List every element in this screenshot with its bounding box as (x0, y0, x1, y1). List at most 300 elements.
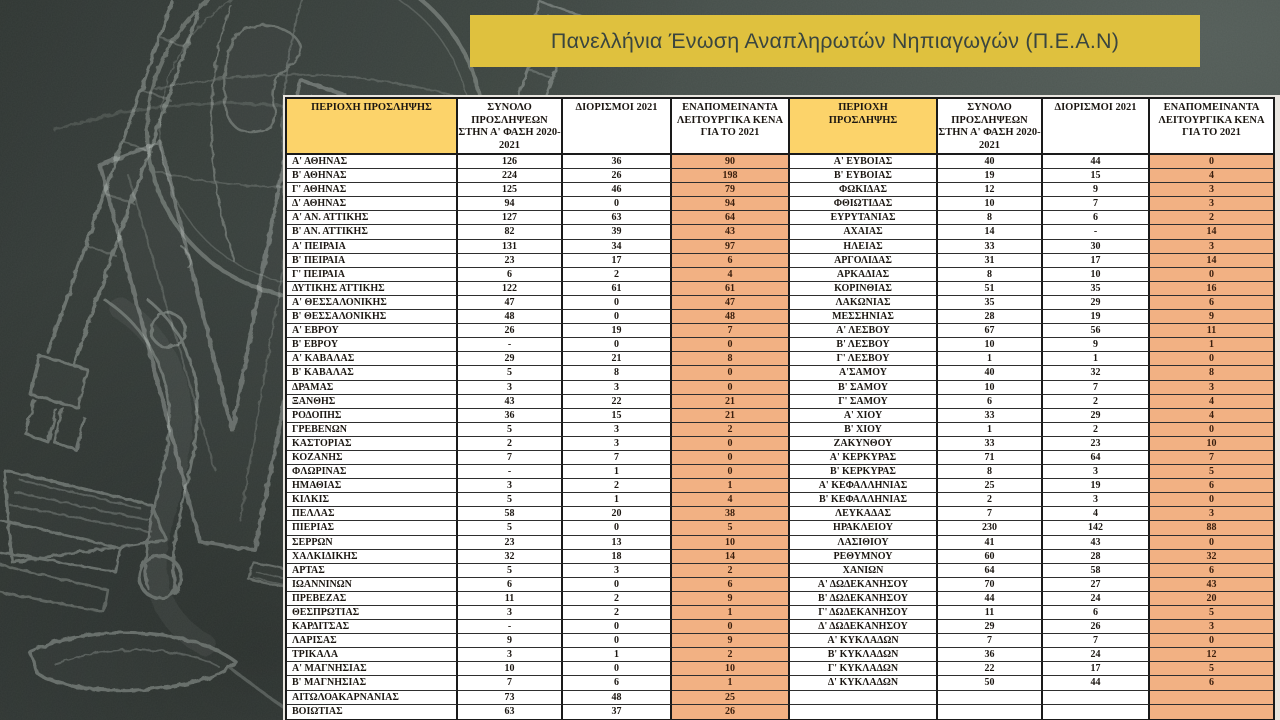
value-cell: 125 (458, 183, 563, 197)
value-cell: 7 (1043, 381, 1150, 395)
region-cell: Γ' ΛΕΣΒΟΥ (790, 352, 938, 366)
value-cell: 3 (1150, 381, 1273, 395)
table-row (287, 691, 1273, 705)
region-cell: ΔΡΑΜΑΣ (287, 381, 458, 395)
value-cell: 10 (1043, 268, 1150, 282)
table-row (287, 225, 1273, 239)
region-cell: Δ' ΑΘΗΝΑΣ (287, 197, 458, 211)
value-cell: 2 (1043, 423, 1150, 437)
value-cell: 15 (563, 409, 672, 423)
value-cell: 0 (563, 521, 672, 535)
region-cell: Α' ΑΝ. ΑΤΤΙΚΗΣ (287, 211, 458, 225)
region-cell: ΠΙΕΡΙΑΣ (287, 521, 458, 535)
value-cell: 127 (458, 211, 563, 225)
value-cell: 23 (458, 254, 563, 268)
region-cell: ΣΕΡΡΩΝ (287, 536, 458, 550)
value-cell: 35 (938, 296, 1043, 310)
region-cell: Α'ΣΑΜΟΥ (790, 366, 938, 380)
value-cell: 82 (458, 225, 563, 239)
value-cell: 12 (938, 183, 1043, 197)
value-cell: 20 (1150, 592, 1273, 606)
value-cell: 0 (563, 578, 672, 592)
value-cell: 48 (672, 310, 790, 324)
region-cell: Β' ΣΑΜΟΥ (790, 381, 938, 395)
value-cell: 8 (938, 211, 1043, 225)
value-cell: 7 (938, 634, 1043, 648)
region-cell: Γ' ΠΕΙΡΑΙΑ (287, 268, 458, 282)
value-cell: 36 (563, 155, 672, 169)
region-cell: Α' ΛΕΣΒΟΥ (790, 324, 938, 338)
table-row (287, 169, 1273, 183)
value-cell: 3 (1043, 465, 1150, 479)
value-cell: 2 (1043, 395, 1150, 409)
value-cell: 1 (1043, 352, 1150, 366)
value-cell: 0 (1150, 423, 1273, 437)
value-cell: 70 (938, 578, 1043, 592)
header-total-left: ΣΥΝΟΛΟ ΠΡΟΣΛΗΨΕΩΝ ΣΤΗΝ Α' ΦΑΣΗ 2020-2021 (458, 99, 563, 155)
value-cell: 1 (672, 479, 790, 493)
region-cell: ΑΡΓΟΛΙΔΑΣ (790, 254, 938, 268)
value-cell: 13 (563, 536, 672, 550)
region-cell: Β' ΘΕΣΣΑΛΟΝΙΚΗΣ (287, 310, 458, 324)
value-cell: 3 (458, 479, 563, 493)
value-cell: - (1043, 225, 1150, 239)
region-cell: Α' ΑΘΗΝΑΣ (287, 155, 458, 169)
table-row (287, 310, 1273, 324)
value-cell: 1 (938, 352, 1043, 366)
region-cell: ΛΑΚΩΝΙΑΣ (790, 296, 938, 310)
value-cell: 0 (1150, 536, 1273, 550)
value-cell: 7 (563, 451, 672, 465)
table-row (287, 268, 1273, 282)
value-cell: 61 (672, 282, 790, 296)
value-cell: 3 (1150, 620, 1273, 634)
value-cell: 29 (1043, 296, 1150, 310)
value-cell: 38 (672, 507, 790, 521)
value-cell: 6 (458, 578, 563, 592)
value-cell: 0 (672, 451, 790, 465)
region-cell: ΦΛΩΡΙΝΑΣ (287, 465, 458, 479)
region-cell: Α' ΚΕΦΑΛΛΗΝΙΑΣ (790, 479, 938, 493)
value-cell: 20 (563, 507, 672, 521)
region-cell: ΧΑΛΚΙΔΙΚΗΣ (287, 550, 458, 564)
value-cell: 4 (672, 268, 790, 282)
table-row (287, 183, 1273, 197)
value-cell (938, 691, 1043, 705)
region-cell: ΚΑΣΤΟΡΙΑΣ (287, 437, 458, 451)
value-cell: 11 (1150, 324, 1273, 338)
value-cell: 1 (672, 676, 790, 690)
table-row (287, 197, 1273, 211)
value-cell: 8 (938, 465, 1043, 479)
value-cell: 1 (563, 465, 672, 479)
value-cell: 0 (1150, 352, 1273, 366)
value-cell: 7 (458, 451, 563, 465)
value-cell: 5 (1150, 662, 1273, 676)
value-cell: 6 (458, 268, 563, 282)
value-cell: 5 (458, 521, 563, 535)
value-cell: 14 (1150, 254, 1273, 268)
value-cell: 17 (1043, 254, 1150, 268)
region-cell: Α' ΔΩΔΕΚΑΝΗΣΟΥ (790, 578, 938, 592)
region-cell: ΖΑΚΥΝΘΟΥ (790, 437, 938, 451)
region-cell: ΧΑΝΙΩΝ (790, 564, 938, 578)
value-cell: 9 (1043, 183, 1150, 197)
region-cell: Β' ΛΕΣΒΟΥ (790, 338, 938, 352)
value-cell: 47 (672, 296, 790, 310)
value-cell: 94 (672, 197, 790, 211)
value-cell: 21 (672, 395, 790, 409)
value-cell: 61 (563, 282, 672, 296)
region-cell: ΦΩΚΙΔΑΣ (790, 183, 938, 197)
value-cell: 5 (458, 366, 563, 380)
value-cell: 0 (563, 634, 672, 648)
table-row (287, 352, 1273, 366)
table-row (287, 282, 1273, 296)
value-cell (938, 705, 1043, 719)
value-cell: 63 (563, 211, 672, 225)
region-cell: Α' ΧΙΟΥ (790, 409, 938, 423)
value-cell: 29 (938, 620, 1043, 634)
value-cell: 126 (458, 155, 563, 169)
value-cell: 44 (1043, 155, 1150, 169)
value-cell: 19 (563, 324, 672, 338)
value-cell: 0 (672, 465, 790, 479)
value-cell: 10 (458, 662, 563, 676)
value-cell: 26 (458, 324, 563, 338)
value-cell: 25 (672, 691, 790, 705)
value-cell: 6 (1150, 676, 1273, 690)
value-cell: 10 (938, 381, 1043, 395)
value-cell: 36 (938, 648, 1043, 662)
value-cell: 39 (563, 225, 672, 239)
value-cell: 6 (1150, 296, 1273, 310)
value-cell: 94 (458, 197, 563, 211)
value-cell: - (458, 620, 563, 634)
region-cell: Β' ΧΙΟΥ (790, 423, 938, 437)
value-cell: 122 (458, 282, 563, 296)
value-cell: 40 (938, 155, 1043, 169)
value-cell: 32 (1150, 550, 1273, 564)
value-cell: 8 (563, 366, 672, 380)
value-cell: 198 (672, 169, 790, 183)
value-cell: 1 (672, 606, 790, 620)
value-cell: 10 (672, 536, 790, 550)
value-cell: 6 (1150, 564, 1273, 578)
value-cell (1043, 691, 1150, 705)
value-cell: 27 (1043, 578, 1150, 592)
value-cell: 51 (938, 282, 1043, 296)
value-cell: 25 (938, 479, 1043, 493)
region-cell: Β' ΕΒΡΟΥ (287, 338, 458, 352)
value-cell: 142 (1043, 521, 1150, 535)
value-cell: 2 (563, 479, 672, 493)
title-banner (470, 15, 1200, 67)
value-cell: 6 (563, 676, 672, 690)
value-cell: 17 (563, 254, 672, 268)
region-cell (790, 691, 938, 705)
value-cell: 40 (938, 366, 1043, 380)
value-cell: 0 (672, 381, 790, 395)
value-cell: 2 (563, 268, 672, 282)
value-cell: 1 (563, 648, 672, 662)
region-cell: Α' ΕΥΒΟΙΑΣ (790, 155, 938, 169)
value-cell: 22 (563, 395, 672, 409)
table-row (287, 338, 1273, 352)
value-cell: 0 (672, 338, 790, 352)
region-cell: Γ' ΔΩΔΕΚΑΝΗΣΟΥ (790, 606, 938, 620)
value-cell: 6 (1043, 606, 1150, 620)
value-cell: 5 (458, 493, 563, 507)
value-cell: 37 (563, 705, 672, 719)
value-cell: 6 (1150, 479, 1273, 493)
region-cell: ΗΛΕΙΑΣ (790, 240, 938, 254)
table-row (287, 676, 1273, 690)
value-cell: - (458, 338, 563, 352)
region-cell: Β' ΑΘΗΝΑΣ (287, 169, 458, 183)
value-cell: 6 (672, 254, 790, 268)
value-cell: 24 (1043, 592, 1150, 606)
table-row (287, 254, 1273, 268)
value-cell: 97 (672, 240, 790, 254)
header-appointments-right: ΔΙΟΡΙΣΜΟΙ 2021 (1043, 99, 1150, 155)
value-cell (1150, 691, 1273, 705)
value-cell: 11 (458, 592, 563, 606)
value-cell: 3 (458, 381, 563, 395)
value-cell: 50 (938, 676, 1043, 690)
value-cell: 1 (563, 493, 672, 507)
table-header-row (287, 99, 1273, 155)
region-cell: ΚΙΛΚΙΣ (287, 493, 458, 507)
value-cell: 44 (1043, 676, 1150, 690)
region-cell: ΡΕΘΥΜΝΟΥ (790, 550, 938, 564)
value-cell: 29 (1043, 409, 1150, 423)
value-cell: 63 (458, 705, 563, 719)
value-cell: 3 (563, 381, 672, 395)
header-remaining-right: ΕΝΑΠΟΜΕΙΝΑΝΤΑ ΛΕΙΤΟΥΡΓΙΚΑ ΚΕΝΑ ΓΙΑ ΤΟ 2021 (1150, 99, 1273, 155)
value-cell: 4 (1150, 409, 1273, 423)
value-cell: 2 (563, 592, 672, 606)
value-cell: 0 (1150, 634, 1273, 648)
value-cell: 35 (1043, 282, 1150, 296)
value-cell: 3 (563, 564, 672, 578)
table-row (287, 521, 1273, 535)
value-cell: 88 (1150, 521, 1273, 535)
value-cell: 6 (1043, 211, 1150, 225)
value-cell: 36 (458, 409, 563, 423)
header-region-left: ΠΕΡΙΟΧΗ ΠΡΟΣΛΗΨΗΣ (287, 99, 458, 155)
table-row (287, 662, 1273, 676)
table-row (287, 381, 1273, 395)
value-cell: 2 (672, 564, 790, 578)
table-row (287, 550, 1273, 564)
value-cell: 5 (672, 521, 790, 535)
value-cell: 28 (938, 310, 1043, 324)
value-cell: 3 (1043, 493, 1150, 507)
region-cell: ΛΑΣΙΘΙΟΥ (790, 536, 938, 550)
value-cell: 3 (458, 606, 563, 620)
value-cell (1150, 705, 1273, 719)
value-cell: 26 (672, 705, 790, 719)
table-row (287, 366, 1273, 380)
value-cell: 43 (1150, 578, 1273, 592)
page-title: Πανελλήνια Ένωση Αναπληρωτών Νηπιαγωγών (Π.Ε.Α.Ν) (550, 28, 1120, 53)
value-cell: 4 (1150, 169, 1273, 183)
region-cell: Α' ΜΑΓΝΗΣΙΑΣ (287, 662, 458, 676)
value-cell: 6 (672, 578, 790, 592)
region-cell: Α' ΚΕΡΚΥΡΑΣ (790, 451, 938, 465)
region-cell: Β' ΚΕΦΑΛΛΗΝΙΑΣ (790, 493, 938, 507)
value-cell: - (458, 465, 563, 479)
value-cell: 7 (672, 324, 790, 338)
region-cell: Β' ΕΥΒΟΙΑΣ (790, 169, 938, 183)
header-total-right: ΣΥΝΟΛΟ ΠΡΟΣΛΗΨΕΩΝ ΣΤΗΝ Α' ΦΑΣΗ 2020-2021 (938, 99, 1043, 155)
table-row (287, 211, 1273, 225)
table-row (287, 592, 1273, 606)
value-cell: 0 (563, 197, 672, 211)
value-cell: 9 (1150, 310, 1273, 324)
value-cell: 23 (458, 536, 563, 550)
value-cell: 32 (458, 550, 563, 564)
value-cell: 0 (563, 662, 672, 676)
value-cell: 9 (1043, 338, 1150, 352)
value-cell: 11 (938, 606, 1043, 620)
table-row (287, 409, 1273, 423)
value-cell: 22 (938, 662, 1043, 676)
value-cell: 48 (458, 310, 563, 324)
value-cell: 19 (1043, 479, 1150, 493)
value-cell: 230 (938, 521, 1043, 535)
region-cell: Β' ΚΥΚΛΑΔΩΝ (790, 648, 938, 662)
value-cell: 43 (672, 225, 790, 239)
value-cell: 10 (938, 338, 1043, 352)
value-cell: 46 (563, 183, 672, 197)
region-cell: Γ' ΣΑΜΟΥ (790, 395, 938, 409)
value-cell: 56 (1043, 324, 1150, 338)
region-cell: ΡΟΔΟΠΗΣ (287, 409, 458, 423)
value-cell: 8 (938, 268, 1043, 282)
value-cell: 44 (938, 592, 1043, 606)
value-cell: 14 (672, 550, 790, 564)
value-cell: 2 (1150, 211, 1273, 225)
region-cell: Γ' ΑΘΗΝΑΣ (287, 183, 458, 197)
value-cell: 4 (672, 493, 790, 507)
table-row (287, 451, 1273, 465)
value-cell: 79 (672, 183, 790, 197)
value-cell: 3 (1150, 507, 1273, 521)
region-cell: ΤΡΙΚΑΛΑ (287, 648, 458, 662)
value-cell: 3 (1150, 240, 1273, 254)
header-appointments-left: ΔΙΟΡΙΣΜΟΙ 2021 (563, 99, 672, 155)
value-cell: 12 (1150, 648, 1273, 662)
value-cell: 9 (672, 634, 790, 648)
value-cell: 17 (1043, 662, 1150, 676)
header-region-right: ΠΕΡΙΟΧΗ ΠΡΟΣΛΗΨΗΣ (790, 99, 938, 155)
region-cell: Β' ΠΕΙΡΑΙΑ (287, 254, 458, 268)
value-cell: 28 (1043, 550, 1150, 564)
value-cell: 1 (938, 423, 1043, 437)
region-cell: ΜΕΣΣΗΝΙΑΣ (790, 310, 938, 324)
value-cell: 0 (563, 310, 672, 324)
value-cell: 0 (563, 338, 672, 352)
value-cell: 2 (672, 423, 790, 437)
region-cell: ΠΕΛΛΑΣ (287, 507, 458, 521)
table-row (287, 423, 1273, 437)
value-cell: 14 (1150, 225, 1273, 239)
value-cell: 5 (1150, 606, 1273, 620)
value-cell: 23 (1043, 437, 1150, 451)
region-cell: ΞΑΝΘΗΣ (287, 395, 458, 409)
value-cell: 48 (563, 691, 672, 705)
value-cell: 7 (458, 676, 563, 690)
header-remaining-left: ΕΝΑΠΟΜΕΙΝΑΝΤΑ ΛΕΙΤΟΥΡΓΙΚΑ ΚΕΝΑ ΓΙΑ ΤΟ 2021 (672, 99, 790, 155)
value-cell: 224 (458, 169, 563, 183)
value-cell: 2 (563, 606, 672, 620)
value-cell: 8 (672, 352, 790, 366)
region-cell: Β' ΚΑΒΑΛΑΣ (287, 366, 458, 380)
value-cell: 33 (938, 240, 1043, 254)
value-cell: 10 (938, 197, 1043, 211)
value-cell: 58 (458, 507, 563, 521)
table-row (287, 479, 1273, 493)
value-cell: 31 (938, 254, 1043, 268)
value-cell: 0 (563, 620, 672, 634)
value-cell: 5 (458, 423, 563, 437)
region-cell: ΚΟΖΑΝΗΣ (287, 451, 458, 465)
value-cell: 3 (458, 648, 563, 662)
value-cell: 0 (1150, 493, 1273, 507)
region-cell: Α' ΕΒΡΟΥ (287, 324, 458, 338)
region-cell: ΚΟΡΙΝΘΙΑΣ (790, 282, 938, 296)
table-row (287, 536, 1273, 550)
value-cell: 0 (1150, 155, 1273, 169)
region-cell: Δ' ΔΩΔΕΚΑΝΗΣΟΥ (790, 620, 938, 634)
value-cell: 2 (672, 648, 790, 662)
value-cell: 131 (458, 240, 563, 254)
value-cell: 14 (938, 225, 1043, 239)
value-cell: 60 (938, 550, 1043, 564)
value-cell: 32 (1043, 366, 1150, 380)
region-cell: ΑΧΑΙΑΣ (790, 225, 938, 239)
table-row (287, 324, 1273, 338)
value-cell (1043, 705, 1150, 719)
region-cell: Α' ΠΕΙΡΑΙΑ (287, 240, 458, 254)
region-cell: Α' ΚΑΒΑΛΑΣ (287, 352, 458, 366)
value-cell: 0 (672, 437, 790, 451)
value-cell: 9 (458, 634, 563, 648)
value-cell: 5 (458, 564, 563, 578)
value-cell: 8 (1150, 366, 1273, 380)
value-cell: 71 (938, 451, 1043, 465)
value-cell: 0 (563, 296, 672, 310)
value-cell: 6 (938, 395, 1043, 409)
table-row (287, 578, 1273, 592)
region-cell: Β' ΑΝ. ΑΤΤΙΚΗΣ (287, 225, 458, 239)
value-cell: 7 (1043, 634, 1150, 648)
value-cell: 3 (1150, 183, 1273, 197)
region-cell: Δ' ΚΥΚΛΑΔΩΝ (790, 676, 938, 690)
value-cell: 10 (1150, 437, 1273, 451)
region-cell: Β' ΔΩΔΕΚΑΝΗΣΟΥ (790, 592, 938, 606)
value-cell: 0 (672, 620, 790, 634)
value-cell: 0 (672, 366, 790, 380)
value-cell: 24 (1043, 648, 1150, 662)
region-cell: Β' ΜΑΓΝΗΣΙΑΣ (287, 676, 458, 690)
value-cell: 33 (938, 437, 1043, 451)
value-cell: 3 (563, 437, 672, 451)
value-cell: 21 (563, 352, 672, 366)
table-row (287, 606, 1273, 620)
